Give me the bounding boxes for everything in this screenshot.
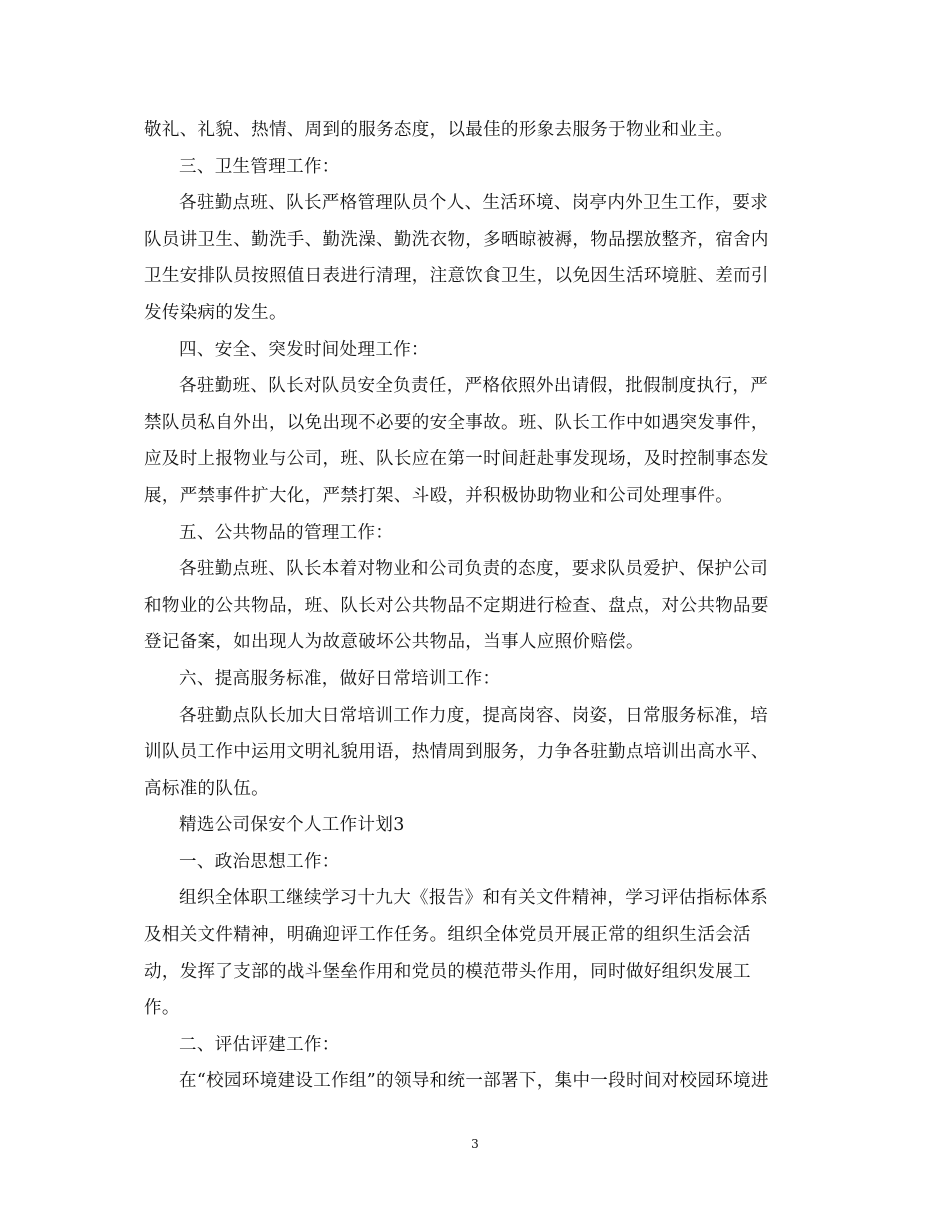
text-line: 展，严禁事件扩大化，严禁打架、斗殴，并积极协助物业和公司处理事件。 xyxy=(144,485,734,506)
text-line: 登记备案，如出现人为故意破坏公共物品，当事人应照价赔偿。 xyxy=(144,632,644,653)
section-heading: 二、评估评建工作： xyxy=(179,1034,340,1055)
text-line: 卫生安排队员按照值日表进行清理，注意饮食卫生，以免因生活环境脏、差而引 xyxy=(144,266,769,287)
text-line: 各驻勤点队长加大日常培训工作力度，提高岗容、岗姿，日常服务标准，培 xyxy=(179,705,769,726)
text-line: 应及时上报物业与公司，班、队长应在第一时间赶赴事发现场，及时控制事态发 xyxy=(144,449,769,470)
text-line: 高标准的队伍。 xyxy=(144,778,269,799)
text-line: 动，发挥了支部的战斗堡垒作用和党员的模范带头作用，同时做好组织发展工 xyxy=(144,961,751,982)
text-line: 各驻勤点班、队长本着对物业和公司负责的态度，要求队员爱护、保护公司 xyxy=(179,559,769,580)
text-line: 敬礼、礼貌、热情、周到的服务态度，以最佳的形象去服务于物业和业主。 xyxy=(144,120,734,140)
section-heading: 三、卫生管理工作： xyxy=(179,156,340,177)
text-line: 禁队员私自外出，以免出现不必要的安全事故。班、队长工作中如遇突发事件， xyxy=(144,412,769,433)
text-line: 组织全体职工继续学习十九大《报告》和有关文件精神，学习评估指标体系 xyxy=(179,888,769,909)
text-line: 队员讲卫生、勤洗手、勤洗澡、勤洗衣物，多晒晾被褥，物品摆放整齐，宿舍内 xyxy=(144,229,769,250)
text-line: 各驻勤班、队长对队员安全负责任，严格依照外出请假，批假制度执行，严 xyxy=(179,376,769,397)
text-line: 训队员工作中运用文明礼貌用语，热情周到服务，力争各驻勤点培训出高水平、 xyxy=(144,742,769,763)
section-heading: 四、安全、突发时间处理工作： xyxy=(179,339,429,360)
document-title: 精选公司保安个人工作计划3 xyxy=(179,815,405,836)
section-heading: 六、提高服务标准，做好日常培训工作： xyxy=(179,668,501,689)
section-heading: 五、公共物品的管理工作： xyxy=(179,522,394,543)
text-line: 作。 xyxy=(144,998,180,1019)
page-number: 3 xyxy=(471,1137,479,1151)
text-line: 发传染病的发生。 xyxy=(144,302,287,323)
text-line: 和物业的公共物品，班、队长对公共物品不定期进行检查、盘点，对公共物品要 xyxy=(144,595,769,616)
text-line: 在“校园环境建设工作组”的领导和统一部署下，集中一段时间对校园环境进 xyxy=(179,1071,769,1092)
text-line: 及相关文件精神，明确迎评工作任务。组织全体党员开展正常的组织生活会活 xyxy=(144,925,751,946)
text-line: 各驻勤点班、队长严格管理队员个人、生活环境、岗亭内外卫生工作，要求 xyxy=(179,193,769,214)
document-body xyxy=(144,112,806,1100)
section-heading: 一、政治思想工作： xyxy=(179,851,340,872)
